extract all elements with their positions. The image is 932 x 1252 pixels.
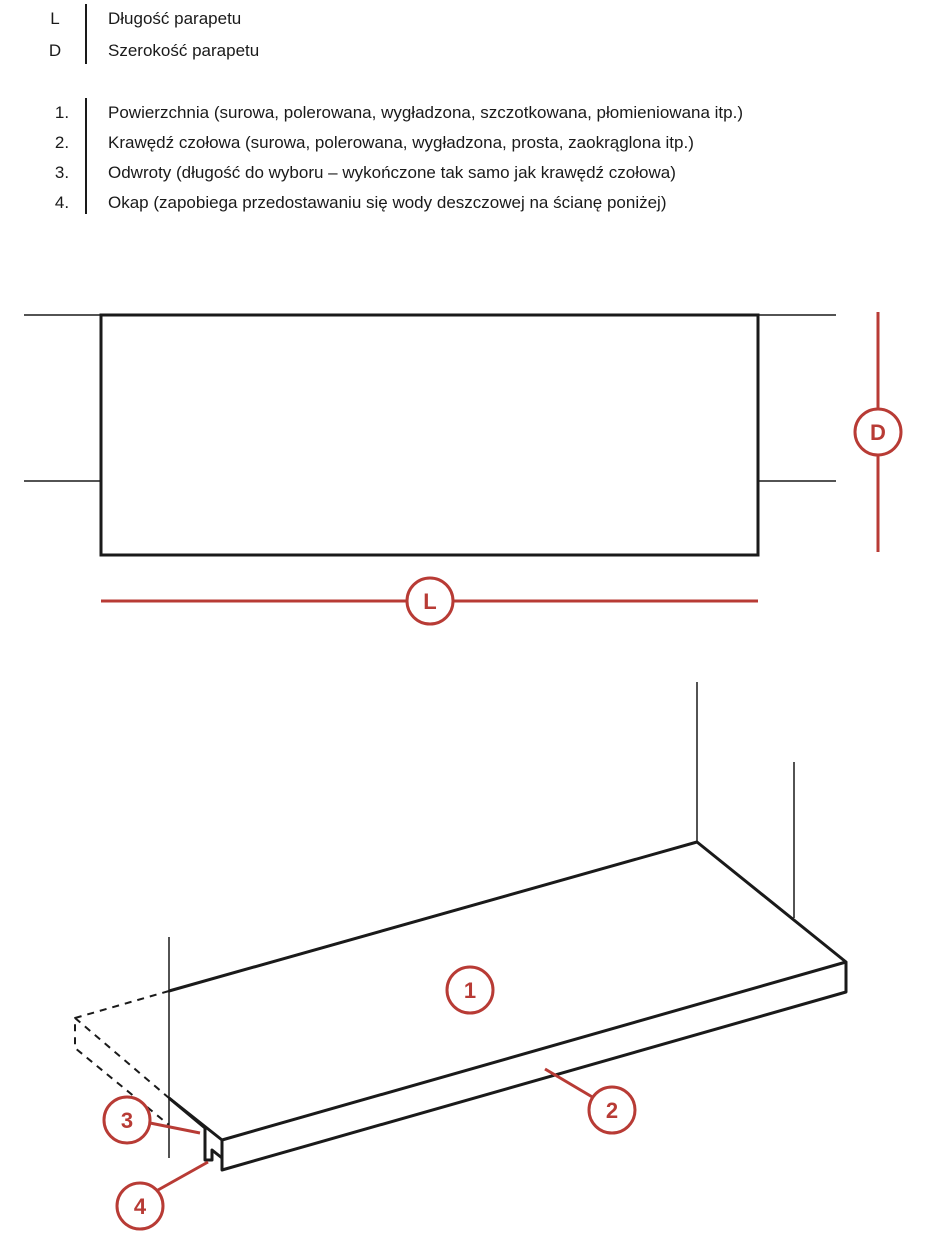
legend-text: Odwroty (długość do wyboru – wykończone tak samo jak krawędź czołowa) [108, 163, 676, 182]
legend-text: Powierzchnia (surowa, polerowana, wygładzona, szczotkowana, płomieniowana itp.) [108, 103, 743, 122]
legend-key: 4. [54, 193, 70, 212]
sill-top-surface [169, 842, 846, 1140]
legend-key: D [48, 41, 62, 60]
legend-text: Krawędź czołowa (surowa, polerowana, wygładzona, prosta, zaokrąglona itp.) [108, 133, 694, 152]
callout-2-leader [545, 1069, 594, 1098]
callout-2-label: 2 [605, 1098, 619, 1123]
legend-text: Okap (zapobiega przedostawaniu się wody deszczowej na ścianę poniżej) [108, 193, 667, 212]
width-dimension [855, 312, 901, 552]
sill-outline [101, 315, 758, 555]
legend-text: Długość parapetu [108, 9, 242, 28]
width-badge-label: D [870, 420, 886, 445]
legend-key: 2. [54, 133, 70, 152]
length-badge-label: L [423, 589, 437, 614]
callout-1-label: 1 [463, 978, 477, 1003]
plan-view [24, 315, 836, 555]
sill-front-edge [222, 962, 846, 1170]
legend-key: 3. [54, 163, 70, 182]
callout-3-leader [150, 1123, 200, 1133]
callout-4-label: 4 [133, 1194, 147, 1219]
perspective-view [75, 682, 846, 1170]
legend-key: 1. [54, 103, 70, 122]
legend-key: L [50, 9, 60, 28]
callout-3-label: 3 [120, 1108, 134, 1133]
legend-text: Szerokość parapetu [108, 41, 260, 60]
callout-4-leader [158, 1162, 208, 1190]
length-dimension [101, 578, 758, 624]
